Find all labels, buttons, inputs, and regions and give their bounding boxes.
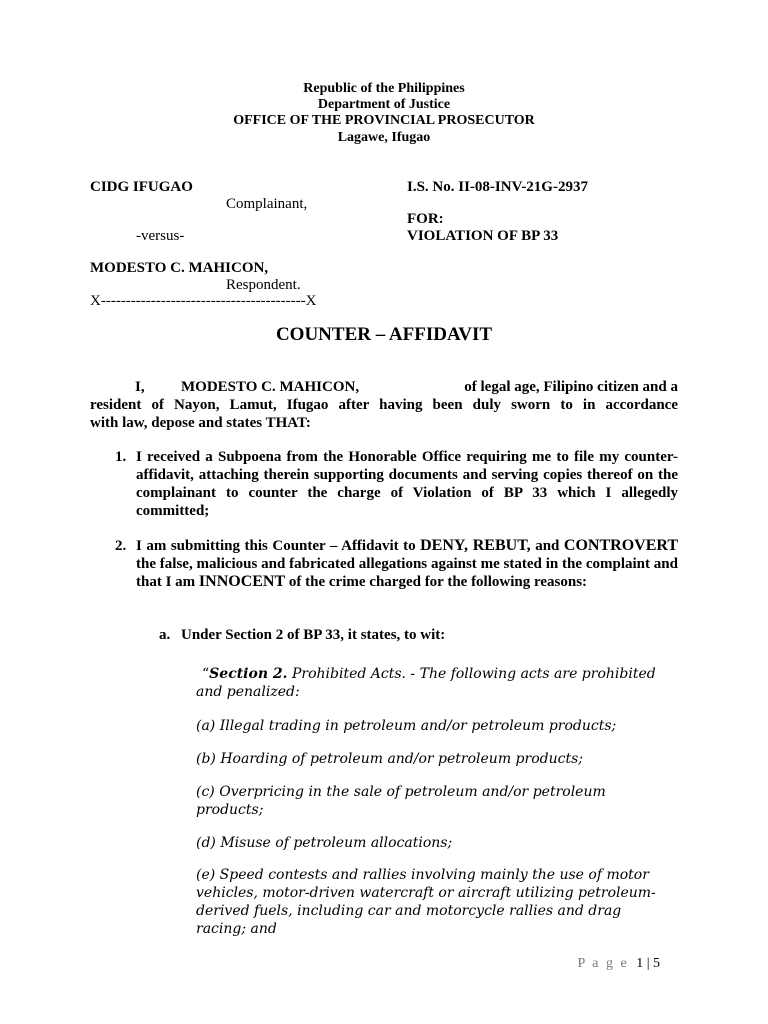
page-number: 1 | 5 xyxy=(636,956,660,971)
quote-item-a: (a) Illegal trading in petroleum and/or petroleum products; xyxy=(196,718,617,734)
item-text-part: and xyxy=(535,538,560,554)
item-text-part: I am submitting this Counter – Affidavit to xyxy=(136,538,416,554)
intro-text-line1: of legal age, Filipino citizen and a xyxy=(464,379,678,395)
section-heading-text: Prohibited Acts. - The following acts are prohibited and penalized: xyxy=(196,666,656,700)
keyword-innocent: INNOCENT xyxy=(198,573,286,590)
keyword-deny-rebut: DENY, REBUT, xyxy=(420,537,531,554)
violation-label: VIOLATION OF BP 33 xyxy=(407,228,559,244)
item-text xyxy=(136,537,678,591)
subitem-text: Under Section 2 of BP 33, it states, to wit: xyxy=(181,627,446,643)
quote-item-b: (b) Hoarding of petroleum and/or petroleum products; xyxy=(196,751,583,767)
case-number: I.S. No. II-08-INV-21G-2937 xyxy=(407,179,588,195)
item-number: 1. xyxy=(115,449,127,465)
header-office: OFFICE OF THE PROVINCIAL PROSECUTOR xyxy=(233,113,535,128)
item-text-part: the false, malicious and fabricated allegations against me stated in the complaint and that I am xyxy=(136,556,678,590)
section-label: Section 2. xyxy=(209,666,288,682)
quote-item-d: (d) Misuse of petroleum allocations; xyxy=(196,835,453,851)
item-number: 2. xyxy=(115,538,127,554)
quote-item-e: (e) Speed contests and rallies involving mainly the use of motor vehicles, motor-driven watercraft or aircraft utilizing petroleum-derived fuels, including car and motorcycle rallies and drag racing; and xyxy=(196,867,656,937)
quote-item-c: (c) Overpricing in the sale of petroleum and/or petroleum products; xyxy=(196,784,606,818)
versus-label: -versus- xyxy=(136,228,185,244)
quote-section-heading xyxy=(196,665,666,701)
keyword-controvert: CONTROVERT xyxy=(563,537,679,554)
intro-name: MODESTO C. MAHICON, xyxy=(181,379,360,395)
caption-separator: X-----------------------------------------X xyxy=(90,293,317,309)
header-republic: Republic of the Philippines xyxy=(303,81,465,96)
header-department: Department of Justice xyxy=(317,97,451,112)
intro-text-line3: with law, depose and states THAT: xyxy=(90,415,311,431)
document-title: COUNTER – AFFIDAVIT xyxy=(275,324,493,345)
item-text: I received a Subpoena from the Honorable Office requiring me to file my counter-affidavit, attaching therein supporting documents and serving copies thereof on the complainant to counter the charge of Violation of BP 33 which I allegedly committed; xyxy=(136,449,678,519)
open-quote-mark: “ xyxy=(202,666,210,682)
complainant-label: Complainant, xyxy=(226,196,308,212)
item-text-part: of the crime charged for the following reasons: xyxy=(288,574,588,590)
header-location: Lagawe, Ifugao xyxy=(337,130,431,145)
intro-text-line2: resident of Nayon, Lamut, Ifugao after having been duly sworn to in accordance xyxy=(90,397,678,413)
respondent-label: Respondent. xyxy=(226,277,301,293)
page-word: P a g e xyxy=(577,956,629,971)
intro-pronoun: I, xyxy=(135,379,145,395)
for-label: FOR: xyxy=(407,211,444,227)
complainant-name: CIDG IFUGAO xyxy=(90,179,193,195)
respondent-name: MODESTO C. MAHICON, xyxy=(90,260,269,276)
subitem-letter: a. xyxy=(159,627,171,643)
page-footer xyxy=(577,956,660,972)
